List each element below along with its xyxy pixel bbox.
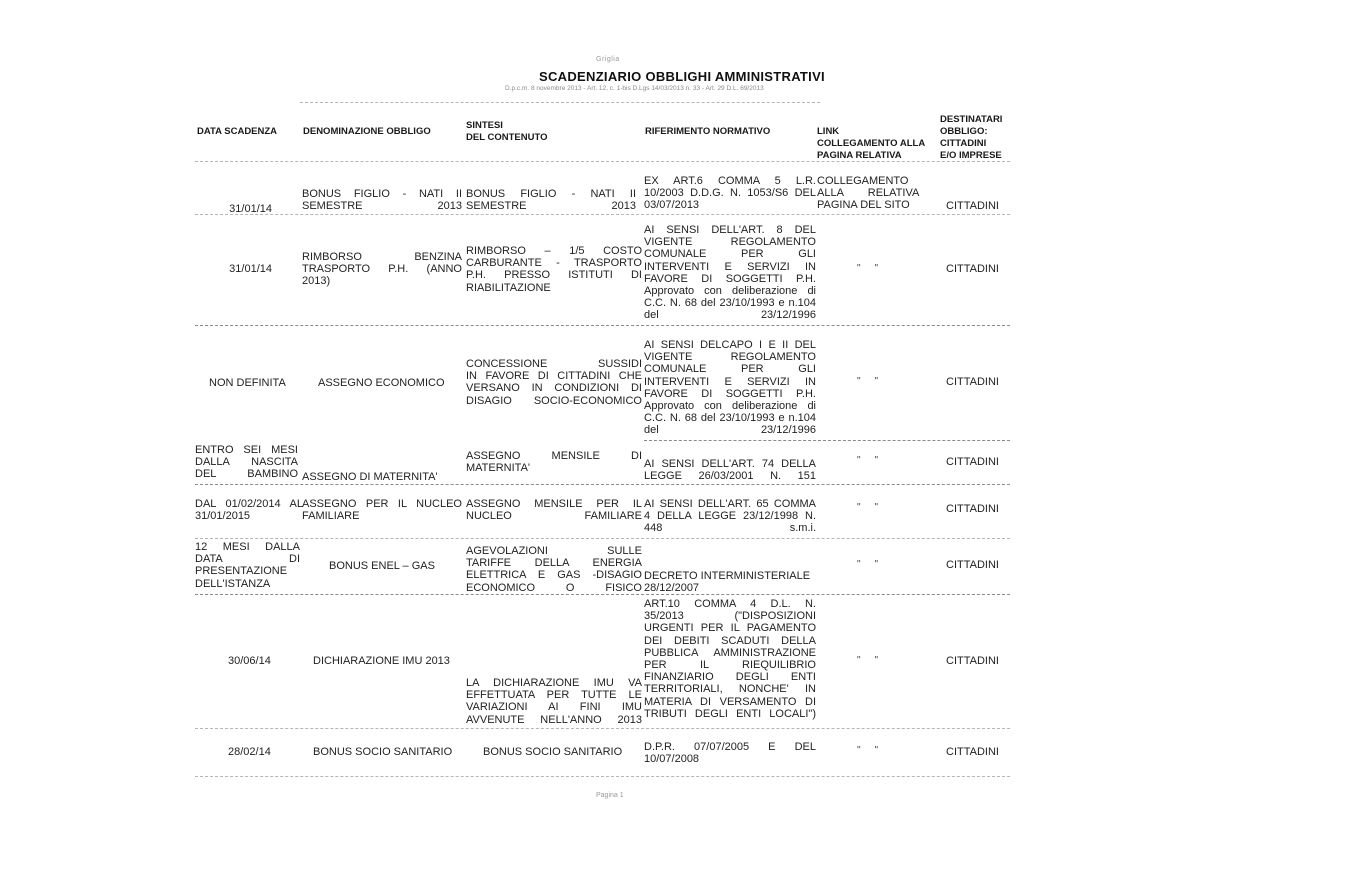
table-cell-denominazione: BONUS FIGLIO - NATI II SEMESTRE 2013 [302,188,462,213]
column-header-riferimento: RIFERIMENTO NORMATIVO [645,126,771,137]
row-divider [195,594,1010,595]
table-cell-denominazione: ASSEGNO ECONOMICO [318,377,445,389]
table-cell-denominazione: BONUS SOCIO SANITARIO [313,746,453,758]
table-cell-data: 28/02/14 [228,746,271,758]
table-cell-sintesi: RIMBORSO – 1/5 COSTO CARBURANTE - TRASPORTO P.H. PRESSO ISTITUTI DI RIABILITAZIONE [466,245,642,294]
ditto-mark: " " [857,655,878,666]
table-cell-denominazione: BONUS ENEL – GAS [329,560,435,572]
ditto-mark: " " [857,502,878,513]
table-cell-data: 31/01/14 [229,263,272,275]
ditto-mark: " " [857,559,878,570]
table-cell-riferimento: AI SENSI DELL'ART. 65 COMMA 4 DELLA LEGGE 23/12/1998 N. 448 s.m.i. [644,498,816,535]
column-header-destinatari: DESTINATARI OBBLIGO: CITTADINI E/O IMPRESE [940,114,1003,161]
table-cell-destinatari: CITTADINI [946,559,999,571]
row-divider [195,214,1010,215]
row-divider [195,538,1010,539]
ditto-mark: " " [857,376,878,387]
table-cell-sintesi: BONUS FIGLIO - NATI II SEMESTRE 2013 [466,188,636,213]
table-cell-data: NON DEFINITA [209,377,286,389]
table-cell-data: DAL 01/02/2014 AL 31/01/2015 [195,498,303,523]
table-cell-denominazione: DICHIARAZIONE IMU 2013 [313,655,450,667]
divider [195,161,1010,162]
table-cell-sintesi: BONUS SOCIO SANITARIO [483,746,623,758]
column-header-denominazione: DENOMINAZIONE OBBLIGO [303,126,431,137]
table-cell-riferimento: EX ART.6 COMMA 5 L.R. 10/2003 D.D.G. N. 1053/S6 DEL 03/07/2013 [644,175,816,212]
row-divider [195,728,1010,729]
table-cell-data: 12 MESI DALLA DATA DI PRESENTAZIONE DELL'ISTANZA [195,541,300,590]
table-cell-destinatari: CITTADINI [946,200,999,212]
table-cell-riferimento: D.P.R. 07/07/2005 E DEL 10/07/2008 [644,741,816,766]
ditto-mark: " " [857,263,878,274]
table-cell-sintesi: ASSEGNO MENSILE DI MATERNITA' [466,450,642,475]
row-divider [195,484,1010,485]
top-label: Griglia [596,56,620,63]
table-cell-data: 30/06/14 [228,655,271,667]
table-cell-sintesi: ASSEGNO MENSILE PER IL NUCLEO FAMILIARE [466,498,642,523]
column-header-data: DATA SCADENZA [197,126,278,137]
row-divider [195,776,1010,777]
page-number: Pagina 1 [596,792,624,799]
document-subtitle: D.p.c.m. 8 novembre 2013 - Art. 12, c. 1-bis D.Lgs 14/03/2013 n. 33 - Art. 29 D.L. 69/2013 [505,85,764,92]
table-cell-destinatari: CITTADINI [946,503,999,515]
table-cell-destinatari: CITTADINI [946,376,999,388]
table-cell-riferimento: AI SENSI DELL'ART. 74 DELLA LEGGE 26/03/2001 N. 151 [644,458,816,483]
table-cell-sintesi: AGEVOLAZIONI SULLE TARIFFE DELLA ENERGIA ELETTRICA E GAS -DISAGIO ECONOMICO O FISICO [466,545,642,594]
table-cell-data: 31/01/14 [229,203,272,215]
row-divider [195,325,1010,326]
row-divider [644,440,1010,441]
table-cell-destinatari: CITTADINI [946,746,999,758]
column-header-link: LINK COLLEGAMENTO ALLA PAGINA RELATIVA [817,126,926,161]
table-cell-riferimento: ART.10 COMMA 4 D.L. N. 35/2013 ("DISPOSIZIONI URGENTI PER IL PAGAMENTO DEI DEBITI SCADUTI DELLA PUBBLICA AMMINISTRAZIONE PER IL RIEQUILIBRIO FINANZIARIO DEGLI ENTI TERRITORIALI, NONCHE' IN MATERIA DI VERSAMENTO DI TRIBUTI DEGLI ENTI LOCALI") [644,598,816,720]
ditto-mark: " " [857,455,878,466]
table-cell-destinatari: CITTADINI [946,655,999,667]
table-cell-sintesi: CONCESSIONE SUSSIDI IN FAVORE DI CITTADINI CHE VERSANO IN CONDIZIONI DI DISAGIO SOCIO-ECONOMICO [466,358,642,407]
table-cell-sintesi: LA DICHIARAZIONE IMU VA EFFETTUATA PER TUTTE LE VARIAZIONI AI FINI IMU AVVENUTE NELL'ANNO 2013 [466,677,642,726]
table-cell-riferimento: AI SENSI DELCAPO I E II DEL VIGENTE REGOLAMENTO COMUNALE PER GLI INTERVENTI E SERVIZI IN FAVORE DI SOGGETTI P.H. Approvato con deliberazione di C.C. N. 68 del 23/10/1993 e n.104 del 23/12/1996 [644,339,816,437]
ditto-mark: " " [857,745,878,756]
table-cell-denominazione: ASSEGNO DI MATERNITA' [302,471,438,483]
table-cell-link[interactable]: COLLEGAMENTO ALLA RELATIVA PAGINA DEL SITO [817,175,920,212]
table-cell-riferimento: AI SENSI DELL'ART. 8 DEL VIGENTE REGOLAMENTO COMUNALE PER GLI INTERVENTI E SERVIZI IN FAVORE DI SOGGETTI P.H. Approvato con deliberazione di C.C. N. 68 del 23/10/1993 e n.104 del 23/12/1996 [644,224,816,322]
document-title: SCADENZIARIO OBBLIGHI AMMINISTRATIVI [539,69,825,84]
table-cell-denominazione: RIMBORSO BENZINA TRASPORTO P.H. (ANNO 2013) [302,251,462,288]
divider [300,102,820,103]
table-cell-destinatari: CITTADINI [946,456,999,468]
table-cell-data: ENTRO SEI MESI DALLA NASCITA DEL BAMBINO [195,444,298,481]
table-cell-riferimento: DECRETO INTERMINISTERIALE 28/12/2007 [644,570,811,595]
column-header-sintesi: SINTESI DEL CONTENUTO [466,120,548,143]
table-cell-destinatari: CITTADINI [946,263,999,275]
table-cell-denominazione: ASSEGNO PER IL NUCLEO FAMILIARE [302,498,462,523]
